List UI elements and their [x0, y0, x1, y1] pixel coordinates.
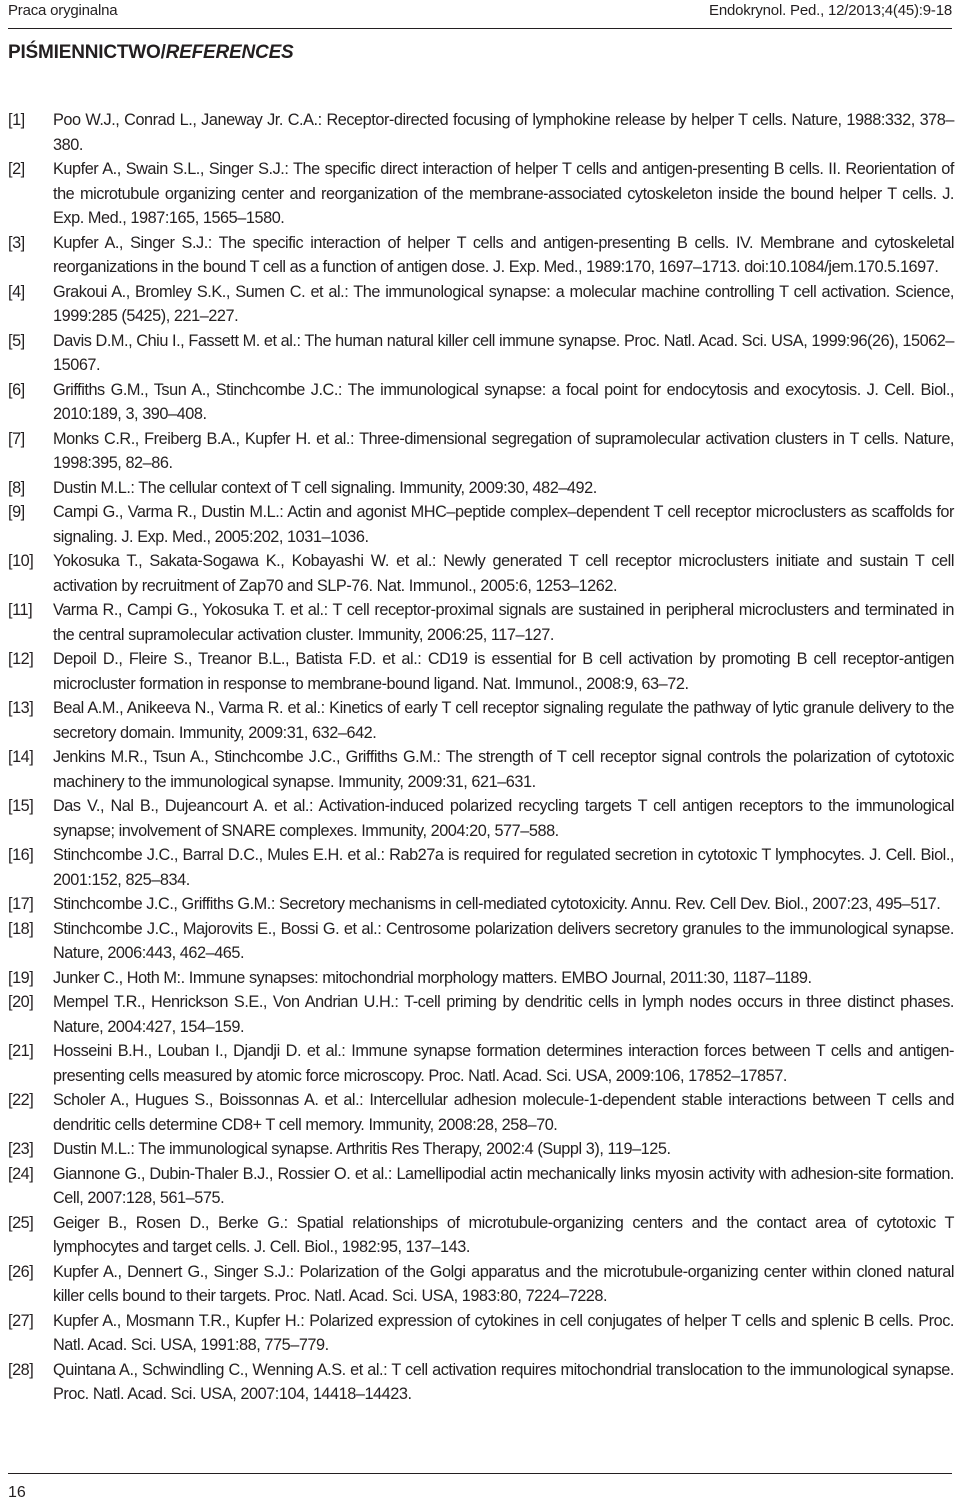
- reference-number: [12]: [8, 650, 34, 668]
- reference-item: [8, 1039, 954, 1088]
- reference-item: [8, 1211, 954, 1260]
- reference-text: Jenkins M.R., Tsun A., Stinchcombe J.C., Griffiths G.M.: The strength of T cell receptor signal controls the polarization of cytotoxic machinery to the immunological synapse. Immunity, 2009:31, 621–631.: [53, 748, 954, 791]
- reference-text: Dustin M.L.: The cellular context of T cell signaling. Immunity, 2009:30, 482–492.: [53, 478, 597, 497]
- reference-item: [8, 843, 954, 892]
- reference-number: [10]: [8, 552, 34, 570]
- reference-text: Giannone G., Dubin-Thaler B.J., Rossier O. et al.: Lamellipodial actin mechanically links myosin activity with adhesion-site formation. Cell, 2007:128, 561–575.: [53, 1164, 954, 1207]
- reference-text: Campi G., Varma R., Dustin M.L.: Actin and agonist MHC–peptide complex–dependent T cell receptor microclusters as scaffolds for signaling. J. Exp. Med., 2005:202, 1031–1036.: [53, 503, 954, 546]
- reference-text: Grakoui A., Bromley S.K., Sumen C. et al.: The immunological synapse: a molecular machine controlling T cell activation. Science, 1999:285 (5425), 221–227.: [53, 282, 954, 325]
- reference-text: Scholer A., Hugues S., Boissonnas A. et al.: Intercellular adhesion molecule-1-dependent stable interactions between T cells and dendritic cells determine CD8+ T cell memory. Immunity, 2008:28, 258–70.: [53, 1091, 954, 1134]
- section-title-plain: PIŚMIENNICTWO/: [8, 42, 166, 63]
- reference-text: Hosseini B.H., Louban I., Djandji D. et al.: Immune synapse formation determines interaction forces between T cells and antigen-presenting cells measured by atomic force microscopy. Proc. Natl. Acad. Sci. USA, 2009:106, 17852–17857.: [53, 1042, 954, 1085]
- reference-item: [8, 157, 954, 231]
- reference-text: Mempel T.R., Henrickson S.E., Von Andrian U.H.: T-cell priming by dendritic cells in lymph nodes occurs in three distinct phases. Nature, 2004:427, 154–159.: [53, 993, 954, 1036]
- reference-text: Dustin M.L.: The immunological synapse. Arthritis Res Therapy, 2002:4 (Suppl 3), 119–125.: [53, 1140, 671, 1158]
- reference-item: [8, 231, 954, 280]
- reference-item: [8, 1309, 954, 1358]
- running-head-left: Praca oryginalna: [8, 2, 118, 19]
- reference-item: [8, 280, 954, 329]
- reference-text: Poo W.J., Conrad L., Janeway Jr. C.A.: Receptor-directed focusing of lymphokine release by helper T cells. Nature, 1988:332, 378–380.: [53, 111, 954, 154]
- reference-text: Davis D.M., Chiu I., Fassett M. et al.: The human natural killer cell immune synapse. Proc. Natl. Acad. Sci. USA, 1999:96(26), 15062–15067.: [53, 331, 954, 374]
- reference-text: Quintana A., Schwindling C., Wenning A.S. et al.: T cell activation requires mitochondrial translocation to the immunological synapse. Proc. Natl. Acad. Sci. USA, 2007:104, 14418–14423.: [53, 1360, 954, 1403]
- section-title: [8, 42, 294, 64]
- reference-number: [1]: [8, 111, 25, 129]
- reference-number: [3]: [8, 233, 25, 252]
- reference-item: [8, 476, 954, 501]
- reference-item: [8, 1088, 954, 1137]
- reference-text: Stinchcombe J.C., Griffiths G.M.: Secretory mechanisms in cell-mediated cytotoxicity. Annu. Rev. Cell Dev. Biol., 2007:23, 495–517.: [53, 895, 941, 913]
- reference-number: [13]: [8, 699, 34, 717]
- reference-number: [9]: [8, 503, 25, 521]
- reference-text: Geiger B., Rosen D., Berke G.: Spatial relationships of microtubule-organizing centers and the contact area of cytotoxic T lymphocytes and target cells. J. Cell. Biol., 1982:95, 137–143.: [53, 1213, 954, 1256]
- reference-item: [8, 892, 954, 917]
- reference-item: [8, 745, 954, 794]
- reference-number: [19]: [8, 968, 34, 987]
- reference-text: Varma R., Campi G., Yokosuka T. et al.: T cell receptor-proximal signals are sustained in peripheral microclusters and terminated in the central supramolecular activation cluster. Immunity, 2006:25, 117–127.: [53, 601, 954, 644]
- reference-item: [8, 794, 954, 843]
- reference-number: [4]: [8, 282, 25, 301]
- reference-number: [16]: [8, 846, 34, 864]
- reference-number: [24]: [8, 1164, 34, 1183]
- reference-item: [8, 427, 954, 476]
- reference-number: [11]: [8, 601, 33, 619]
- reference-number: [20]: [8, 993, 34, 1011]
- reference-text: Yokosuka T., Sakata-Sogawa K., Kobayashi W. et al.: Newly generated T cell receptor microclusters initiate and sustain T cell activation by recruitment of Zap70 and SLP-76. Nat. Immunol., 2005:6, 1253–1262.: [53, 552, 954, 595]
- reference-number: [7]: [8, 429, 25, 448]
- running-head-right: Endokrynol. Ped., 12/2013;4(45):9-18: [709, 2, 952, 19]
- reference-number: [23]: [8, 1140, 34, 1158]
- reference-number: [21]: [8, 1042, 34, 1060]
- reference-item: [8, 966, 954, 991]
- reference-item: [8, 1358, 954, 1407]
- reference-item: [8, 1260, 954, 1309]
- reference-text: Kupfer A., Singer S.J.: The specific interaction of helper T cells and antigen-presenting B cells. IV. Membrane and cytoskeletal reorganizations in the bound T cell as a function of antigen dose. J. Exp. Med., 1989:170, 1697–1713. doi:10.1084/jem.170.5.1697.: [53, 233, 954, 276]
- reference-item: [8, 990, 954, 1039]
- reference-number: [18]: [8, 919, 34, 938]
- reference-item: [8, 598, 954, 647]
- reference-number: [6]: [8, 380, 25, 399]
- reference-number: [17]: [8, 895, 34, 913]
- page-header: [8, 2, 952, 24]
- reference-number: [15]: [8, 797, 34, 815]
- reference-text: Kupfer A., Mosmann T.R., Kupfer H.: Polarized expression of cytokines in cell conjugates of helper T cells and splenic B cells. Proc. Natl. Acad. Sci. USA, 1991:88, 775–779.: [53, 1311, 954, 1354]
- reference-text: Depoil D., Fleire S., Treanor B.L., Batista F.D. et al.: CD19 is essential for B cell activation by promoting B cell receptor-antigen microcluster formation in response to membrane-bound ligand. Nat. Immunol., 2008:9, 63–72.: [53, 650, 954, 693]
- reference-number: [25]: [8, 1213, 34, 1232]
- reference-text: Das V., Nal B., Dujeancourt A. et al.: Activation-induced polarized recycling targets T cell antigen receptors to the immunological synapse; involvement of SNARE complexes. Immunity, 2004:20, 577–588.: [53, 797, 954, 840]
- reference-text: Junker C., Hoth M:. Immune synapses: mitochondrial morphology matters. EMBO Journal, 2011:30, 1187–1189.: [53, 968, 812, 987]
- reference-text: Stinchcombe J.C., Majorovits E., Bossi G. et al.: Centrosome polarization delivers secretory granules to the immunological synapse. Nature, 2006:443, 462–465.: [53, 919, 954, 962]
- reference-item: [8, 917, 954, 966]
- reference-number: [14]: [8, 748, 34, 766]
- reference-number: [27]: [8, 1311, 34, 1330]
- reference-number: [26]: [8, 1262, 34, 1281]
- reference-number: [8]: [8, 478, 25, 497]
- reference-item: [8, 696, 954, 745]
- reference-number: [2]: [8, 160, 25, 178]
- reference-item: [8, 108, 954, 157]
- reference-item: [8, 647, 954, 696]
- section-title-italic: REFERENCES: [165, 42, 294, 63]
- reference-text: Stinchcombe J.C., Barral D.C., Mules E.H. et al.: Rab27a is required for regulated secretion in cytotoxic T lymphocytes. J. Cell. Biol., 2001:152, 825–834.: [53, 846, 954, 889]
- reference-text: Monks C.R., Freiberg B.A., Kupfer H. et al.: Three-dimensional segregation of supramolecular activation clusters in T cells. Nature, 1998:395, 82–86.: [53, 429, 954, 472]
- reference-number: [22]: [8, 1091, 34, 1109]
- reference-text: Beal A.M., Anikeeva N., Varma R. et al.: Kinetics of early T cell receptor signaling regulate the pathway of lytic granule delivery to the secretory domain. Immunity, 2009:31, 632–642.: [53, 699, 954, 742]
- footer-divider: [8, 1473, 952, 1474]
- reference-item: [8, 1137, 954, 1162]
- reference-text: Kupfer A., Dennert G., Singer S.J.: Polarization of the Golgi apparatus and the microtubule-organizing center within cloned natural killer cells bound to their targets. Proc. Natl. Acad. Sci. USA, 1983:80, 7224–7228.: [53, 1262, 954, 1305]
- reference-number: [5]: [8, 331, 25, 350]
- header-divider: [8, 28, 952, 29]
- reference-item: [8, 500, 954, 549]
- reference-item: [8, 378, 954, 427]
- page-number: 16: [8, 1484, 26, 1501]
- reference-number: [28]: [8, 1360, 34, 1379]
- reference-list: [8, 108, 954, 1407]
- reference-item: [8, 329, 954, 378]
- reference-item: [8, 549, 954, 598]
- reference-text: Griffiths G.M., Tsun A., Stinchcombe J.C.: The immunological synapse: a focal point for endocytosis and exocytosis. J. Cell. Biol., 2010:189, 3, 390–408.: [53, 380, 954, 423]
- reference-text: Kupfer A., Swain S.L., Singer S.J.: The specific direct interaction of helper T cells and antigen-presenting B cells. II. Reorientation of the microtubule organizing center and reorganization of the membrane-associated cytoskeleton inside the bound helper T cells. J. Exp. Med., 1987:165, 1565–1580.: [53, 160, 954, 227]
- reference-item: [8, 1162, 954, 1211]
